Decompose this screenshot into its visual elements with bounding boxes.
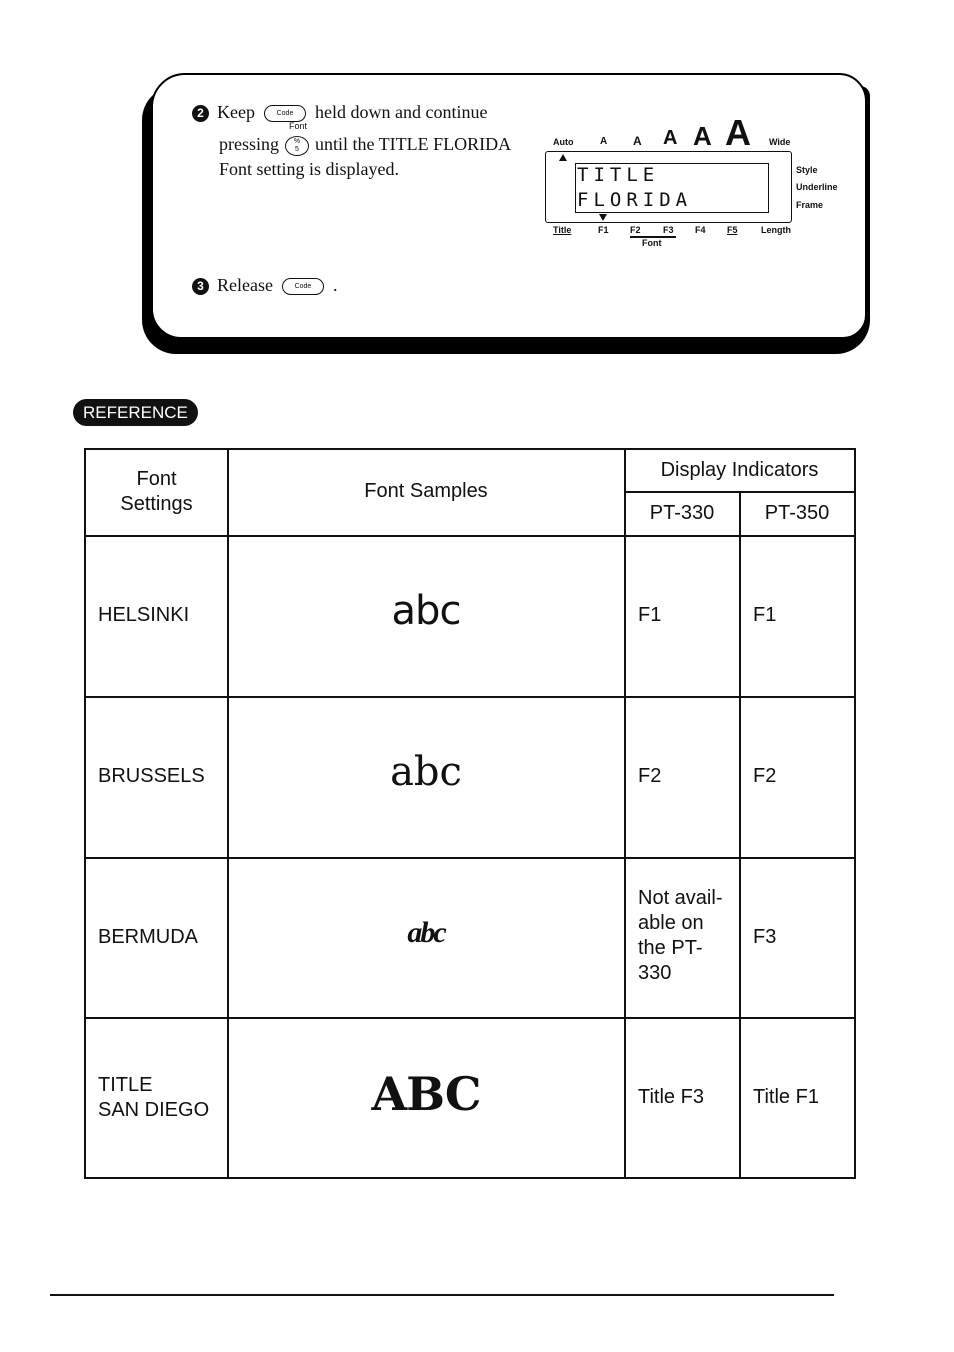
header-font-settings: Font Settings [120, 468, 193, 515]
table-divider [85, 696, 855, 698]
row-2-pt350: F2 [753, 765, 777, 787]
lcd-size-a2: A [633, 134, 642, 148]
lcd-size-a5: A [725, 112, 751, 153]
step-3-number: 3 [192, 278, 209, 295]
row-4-setting: TITLE SAN DIEGO [98, 1074, 210, 1121]
step-2-line-1: 2 Keep Code held down and continue [192, 99, 487, 125]
arrow-down-icon [599, 214, 607, 221]
step-2-line-3: Font setting is displayed. [219, 159, 399, 179]
lcd-size-a1: A [600, 136, 608, 147]
lcd-bottom-length: Length [761, 225, 791, 235]
lcd-side-frame: Frame [796, 200, 824, 210]
row-4-pt350: Title F1 [753, 1086, 819, 1108]
lcd-size-a3: A [663, 127, 678, 149]
table-divider [85, 857, 855, 859]
row-3-pt350: F3 [753, 926, 777, 948]
code-key-icon: Code [264, 105, 306, 122]
lcd-bottom-title: Title [553, 225, 572, 235]
lcd-size-auto: Auto [553, 137, 574, 147]
row-3-setting: BERMUDA [98, 926, 199, 948]
lcd-size-wide: Wide [769, 137, 791, 147]
code-key-icon: Code [282, 278, 324, 295]
lcd-line-2: FLORIDA [577, 189, 693, 211]
row-2-setting: BRUSSELS [98, 765, 205, 787]
lcd-side-underline: Underline [796, 182, 838, 192]
step-3: 3 Release Code . [192, 272, 337, 298]
row-4-sample: ABC [371, 1067, 481, 1121]
table-divider [624, 491, 854, 493]
table-divider [624, 449, 626, 1178]
row-1-pt350: F1 [753, 604, 777, 626]
step-2-line-2: pressing Font % 5 until the TITLE FLORIDA [219, 120, 512, 154]
row-3-sample: abc [407, 916, 445, 949]
lcd-size-a4: A [693, 121, 712, 151]
lcd-bottom-f5: F5 [727, 225, 738, 235]
row-1-sample: abc [391, 588, 461, 634]
lcd-bottom-f2: F2 [630, 225, 641, 235]
table-divider [85, 535, 855, 537]
row-2-pt330: F2 [638, 765, 662, 787]
row-4-pt330: Title F3 [638, 1086, 704, 1108]
lcd-bottom-f1: F1 [598, 225, 609, 235]
row-3-pt330: Not avail- able on the PT- 330 [638, 887, 723, 984]
row-2-sample: abc [390, 749, 462, 795]
table-divider [739, 492, 741, 1178]
header-pt330: PT-330 [649, 502, 715, 524]
step-2-number: 2 [192, 105, 209, 122]
row-1-pt330: F1 [638, 604, 662, 626]
lcd-font-caption: Font [642, 238, 662, 248]
font-key-icon: Font % 5 [285, 136, 309, 156]
arrow-up-icon [559, 154, 567, 161]
lcd-line-1: TITLE [577, 164, 660, 186]
header-pt350: PT-350 [764, 502, 830, 524]
lcd-side-style: Style [796, 165, 818, 175]
lcd-bottom-f4: F4 [695, 225, 706, 235]
header-display-indicators: Display Indicators [660, 459, 819, 481]
row-1-setting: HELSINKI [98, 604, 190, 626]
reference-badge: REFERENCE [73, 399, 198, 426]
header-font-samples: Font Samples [364, 480, 488, 502]
table-divider [85, 1017, 855, 1019]
footer-rule [50, 1294, 834, 1296]
lcd-bottom-f3: F3 [663, 225, 674, 235]
